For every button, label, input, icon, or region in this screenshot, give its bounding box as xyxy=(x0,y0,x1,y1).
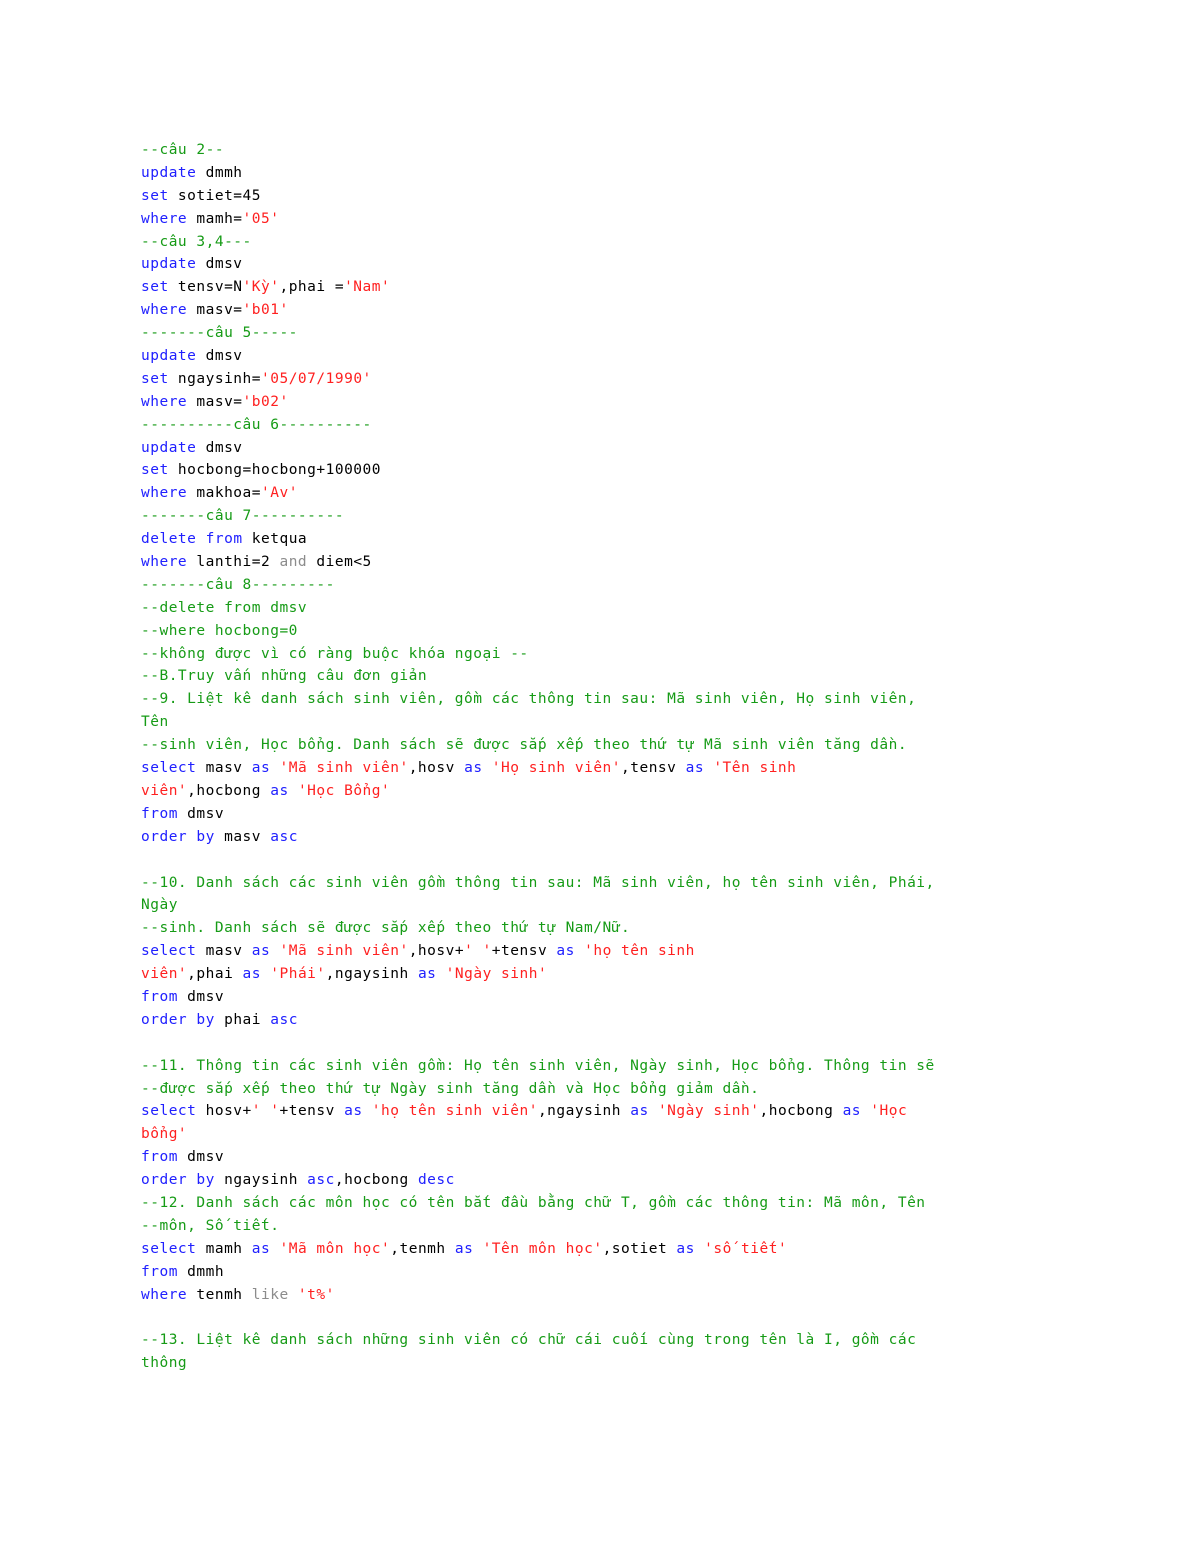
string-literal: 'Ngày sinh' xyxy=(657,1103,760,1120)
code-text: ,ngaysinh xyxy=(537,1103,631,1120)
code-text: masv= xyxy=(187,393,243,410)
string-literal: 'Mã môn học' xyxy=(279,1240,391,1257)
sql-keyword: from xyxy=(141,988,178,1005)
sql-comment: -------câu 5----- xyxy=(141,325,298,342)
sql-comment: ----------câu 6---------- xyxy=(141,416,372,433)
sql-keyword: update xyxy=(141,348,197,365)
code-text xyxy=(187,1012,196,1028)
code-text: ,phai xyxy=(187,966,243,983)
code-line xyxy=(141,1329,1141,1352)
blank-line xyxy=(141,1306,1141,1329)
code-text: ,tenmh xyxy=(390,1240,455,1257)
sql-keyword: set xyxy=(141,370,169,387)
code-line xyxy=(141,734,1141,757)
code-text: diem<5 xyxy=(307,554,372,571)
sql-keyword: update xyxy=(141,439,197,456)
sql-keyword: as xyxy=(417,966,437,983)
string-literal: 'b02' xyxy=(242,393,289,410)
sql-comment: --sinh viên, Học bổng. Danh sách sẽ được sắp xếp theo thứ tự Mã sinh viên tăng dần. xyxy=(141,737,908,754)
code-text: ,tensv xyxy=(621,760,686,777)
string-literal: 't%' xyxy=(297,1286,335,1303)
code-line xyxy=(141,208,1141,231)
code-text: ,sotiet xyxy=(602,1240,677,1257)
string-literal: 'Phái' xyxy=(270,966,326,983)
sql-comment: --môn, Số tiết. xyxy=(141,1217,280,1234)
code-text: tenmh xyxy=(187,1286,252,1303)
code-text: masv xyxy=(214,828,271,845)
code-line xyxy=(141,917,1141,940)
code-line xyxy=(141,757,1141,780)
code-text: hocbong=hocbong+100000 xyxy=(168,462,381,479)
string-literal: 'Học Bổng' xyxy=(297,782,391,799)
sql-keyword: as xyxy=(242,966,262,983)
string-literal: 'Tên sinh xyxy=(713,760,797,777)
string-literal: viên' xyxy=(141,966,188,983)
code-line xyxy=(141,1169,1141,1192)
code-text: masv xyxy=(196,943,252,960)
sql-keyword: order xyxy=(141,828,188,845)
code-line xyxy=(141,253,1141,276)
sql-keyword: asc xyxy=(307,1172,335,1189)
sql-keyword: as xyxy=(556,943,575,960)
sql-keyword: from xyxy=(205,531,243,548)
sql-keyword: where xyxy=(141,393,188,410)
sql-keyword: order xyxy=(141,1011,188,1028)
code-line xyxy=(141,185,1141,208)
string-literal: 'Av' xyxy=(261,485,298,502)
sql-keyword: set xyxy=(141,187,169,204)
code-line xyxy=(141,482,1141,505)
code-text: masv= xyxy=(187,302,243,319)
code-line xyxy=(141,528,1141,551)
code-text: masv xyxy=(196,760,252,777)
code-text: phai xyxy=(214,1011,271,1028)
string-literal: viên' xyxy=(141,782,188,799)
string-literal: 'Tên môn học' xyxy=(482,1240,603,1257)
code-text: dmsv xyxy=(177,805,225,822)
code-text: makhoa= xyxy=(187,485,261,502)
sql-comment: thông xyxy=(141,1355,188,1372)
sql-keyword: delete xyxy=(141,531,197,548)
code-line xyxy=(141,368,1141,391)
string-literal: 'Họ sinh viên' xyxy=(491,760,622,777)
code-line xyxy=(141,1284,1141,1307)
code-line xyxy=(141,1192,1141,1215)
code-line xyxy=(141,1215,1141,1238)
code-text xyxy=(363,1103,372,1119)
code-line xyxy=(141,963,1141,986)
sql-keyword: set xyxy=(141,279,169,296)
code-text: ,hocbong xyxy=(187,782,271,799)
code-line xyxy=(141,574,1141,597)
code-line xyxy=(141,803,1141,826)
string-literal: bổng' xyxy=(141,1126,188,1143)
code-line xyxy=(141,986,1141,1009)
code-line xyxy=(141,940,1141,963)
string-literal: '05' xyxy=(242,210,280,227)
sql-keyword: as xyxy=(630,1103,649,1120)
code-text: +tensv xyxy=(491,943,557,960)
code-text xyxy=(649,1103,658,1119)
code-text: mamh= xyxy=(187,210,243,227)
sql-keyword: as xyxy=(685,760,705,777)
code-text: sotiet=45 xyxy=(168,187,262,204)
code-line xyxy=(141,437,1141,460)
sql-keyword: from xyxy=(141,1263,178,1280)
code-text xyxy=(704,760,713,776)
code-line xyxy=(141,1352,1141,1375)
code-text: ,hosv+ xyxy=(408,943,465,960)
sql-keyword: set xyxy=(141,462,169,479)
string-literal: ' ' xyxy=(464,943,492,960)
string-literal: 'b01' xyxy=(242,302,289,319)
code-line xyxy=(141,1261,1141,1284)
code-line xyxy=(141,1055,1141,1078)
sql-keyword: select xyxy=(141,1103,197,1120)
sql-comment: --9. Liệt kê danh sách sinh viên, gồm các thông tin sau: Mã sinh viên, Họ sinh viên, xyxy=(141,691,917,708)
sql-comment: --13. Liệt kê danh sách những sinh viên có chữ cái cuối cùng trong tên là I, gồm các xyxy=(141,1332,917,1349)
sql-comment: --được sắp xếp theo thứ tự Ngày sinh tăng dần và Học bổng giảm dần. xyxy=(141,1080,760,1097)
sql-keyword: as xyxy=(454,1240,474,1257)
code-text: +tensv xyxy=(279,1103,345,1120)
sql-keyword: order xyxy=(141,1172,188,1189)
code-line xyxy=(141,894,1141,917)
sql-keyword: as xyxy=(270,782,289,799)
sql-comment: -------câu 8--------- xyxy=(141,576,335,593)
code-line xyxy=(141,1146,1141,1169)
code-text xyxy=(187,1172,196,1188)
code-line xyxy=(141,826,1141,849)
code-line xyxy=(141,551,1141,574)
code-line xyxy=(141,414,1141,437)
sql-keyword: select xyxy=(141,1240,197,1257)
code-line xyxy=(141,597,1141,620)
sql-comment: -------câu 7---------- xyxy=(141,508,345,525)
code-line xyxy=(141,620,1141,643)
string-literal: ' ' xyxy=(251,1103,280,1120)
code-line xyxy=(141,459,1141,482)
code-text: , xyxy=(334,1172,345,1189)
string-literal: 'Kỳ' xyxy=(242,279,280,296)
code-line xyxy=(141,1078,1141,1101)
string-literal: 'Mã sinh viên' xyxy=(279,943,409,960)
code-line xyxy=(141,872,1141,895)
sql-comment: --câu 3,4--- xyxy=(141,233,252,250)
sql-keyword: where xyxy=(141,302,188,319)
sql-comment: --where hocbong=0 xyxy=(141,622,298,639)
sql-code-listing xyxy=(141,139,1141,1375)
code-text: dmmh xyxy=(196,164,243,181)
code-text: ,phai = xyxy=(279,279,345,296)
code-text xyxy=(261,966,270,982)
sql-comment: Ngày xyxy=(141,897,178,914)
sql-keyword: as xyxy=(842,1103,862,1120)
sql-comment: --11. Thông tin các sinh viên gồm: Họ tên sinh viên, Ngày sinh, Học bổng. Thông tin sẽ xyxy=(141,1057,935,1074)
sql-operator: like xyxy=(251,1286,289,1303)
code-text xyxy=(861,1103,870,1119)
code-line xyxy=(141,276,1141,299)
code-line xyxy=(141,299,1141,322)
sql-comment: --12. Danh sách các môn học có tên bắt đầu bằng chữ T, gồm các thông tin: Mã môn, Tên xyxy=(141,1194,926,1211)
code-text xyxy=(436,966,445,982)
code-text xyxy=(187,829,196,845)
sql-keyword: where xyxy=(141,210,188,227)
code-text xyxy=(289,783,298,799)
sql-keyword: asc xyxy=(270,1011,298,1028)
sql-keyword: by xyxy=(196,828,215,845)
sql-keyword: as xyxy=(251,760,271,777)
code-line xyxy=(141,322,1141,345)
code-text: ,ngaysinh xyxy=(325,966,418,983)
sql-comment: --không được vì có ràng buộc khóa ngoại -- xyxy=(141,645,529,662)
code-text: dmsv xyxy=(177,988,225,1005)
code-text xyxy=(473,1241,482,1257)
code-text: hosv+ xyxy=(196,1103,252,1120)
blank-line xyxy=(141,1032,1141,1055)
sql-comment: --câu 2-- xyxy=(141,142,225,158)
string-literal: 'họ tên sinh xyxy=(584,943,695,960)
code-text xyxy=(289,1287,298,1303)
sql-comment: Tên xyxy=(141,714,169,731)
sql-comment: --delete from dmsv xyxy=(141,599,308,616)
code-text xyxy=(196,531,205,547)
code-text: tensv=N xyxy=(168,279,243,296)
code-line xyxy=(141,1009,1141,1032)
sql-keyword: as xyxy=(464,760,483,777)
sql-keyword: update xyxy=(141,164,197,181)
code-text xyxy=(695,1241,704,1257)
code-line xyxy=(141,139,1141,162)
sql-comment: --10. Danh sách các sinh viên gồm thông tin sau: Mã sinh viên, họ tên sinh viên, Phái, xyxy=(141,874,935,891)
sql-comment: --sinh. Danh sách sẽ được sắp xếp theo thứ tự Nam/Nữ. xyxy=(141,920,631,937)
code-line xyxy=(141,231,1141,254)
sql-keyword: asc xyxy=(270,828,298,845)
string-literal: 'Mã sinh viên' xyxy=(279,760,409,777)
code-text: mamh xyxy=(196,1240,252,1257)
sql-keyword: update xyxy=(141,256,197,273)
code-text: dmmh xyxy=(177,1263,225,1280)
code-text: dmsv xyxy=(196,256,243,273)
code-line xyxy=(141,711,1141,734)
code-text: ngaysinh xyxy=(214,1172,308,1189)
string-literal: 'số tiết' xyxy=(704,1240,788,1257)
sql-keyword: as xyxy=(251,1240,271,1257)
code-text: ,hocbong xyxy=(759,1103,843,1120)
code-line xyxy=(141,162,1141,185)
sql-operator: and xyxy=(279,554,308,571)
code-line xyxy=(141,505,1141,528)
sql-keyword: as xyxy=(251,943,271,960)
sql-keyword: from xyxy=(141,805,178,822)
code-text: ,hosv xyxy=(408,760,465,777)
string-literal: 'Học xyxy=(870,1103,908,1120)
sql-keyword: as xyxy=(344,1103,363,1120)
code-text: dmsv xyxy=(196,439,243,456)
code-line xyxy=(141,780,1141,803)
code-line xyxy=(141,391,1141,414)
code-line xyxy=(141,643,1141,666)
sql-keyword: desc xyxy=(417,1172,455,1189)
code-line xyxy=(141,1123,1141,1146)
code-text: dmsv xyxy=(177,1149,225,1166)
code-text xyxy=(483,760,492,776)
code-text: ketqua xyxy=(242,531,308,548)
code-line xyxy=(141,345,1141,368)
sql-comment: --B.Truy vấn những câu đơn giản xyxy=(141,668,428,685)
string-literal: 'Ngày sinh' xyxy=(445,966,548,983)
sql-keyword: select xyxy=(141,760,197,777)
sql-keyword: by xyxy=(196,1011,215,1028)
sql-keyword: where xyxy=(141,1286,188,1303)
sql-keyword: from xyxy=(141,1149,178,1166)
code-text: dmsv xyxy=(196,348,243,365)
code-line xyxy=(141,1238,1141,1261)
code-text: hocbong xyxy=(344,1172,418,1189)
sql-keyword: where xyxy=(141,554,188,571)
code-line xyxy=(141,688,1141,711)
sql-keyword: select xyxy=(141,943,197,960)
string-literal: 'họ tên sinh viên' xyxy=(371,1103,538,1120)
code-text xyxy=(575,943,584,959)
code-text: lanthi=2 xyxy=(187,554,280,571)
sql-keyword: as xyxy=(676,1240,695,1257)
sql-keyword: where xyxy=(141,485,188,502)
code-text: ngaysinh= xyxy=(168,370,262,387)
code-line xyxy=(141,1100,1141,1123)
code-line xyxy=(141,665,1141,688)
string-literal: '05/07/1990' xyxy=(261,370,372,387)
blank-line xyxy=(141,849,1141,872)
sql-keyword: by xyxy=(196,1172,215,1189)
string-literal: 'Nam' xyxy=(344,279,391,296)
